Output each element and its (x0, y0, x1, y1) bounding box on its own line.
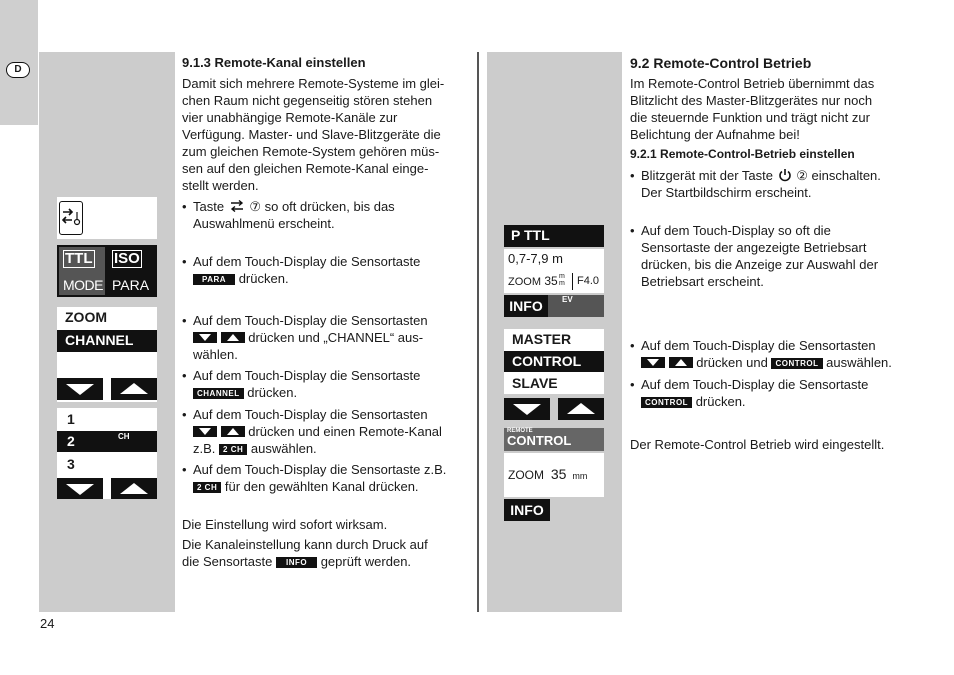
ch2-key-label: 2 CH (219, 444, 247, 455)
subsection-heading: 9.2.1 Remote-Control-Betrieb einstellen (630, 147, 855, 161)
channel-1-item[interactable]: 1 (67, 411, 75, 427)
intro-paragraph: Damit sich mehrere Remote-Systeme im glei- chen Raum nicht gegenseitig stören stehen vier unabhängige Remote-Kanäle zur Verfügung. Master- und Slave-Blitzgeräte die zum gleichen Remote-System gehören müs- sen auf den gleichen Remote-Kanal einge- stellt werden. (182, 76, 445, 193)
check-note: Die Kanaleinstellung kann durch Druck auf die Sensortaste INFO geprüft werden. (182, 537, 428, 569)
control-set-note: Der Remote-Control Betrieb wird eingestellt. (630, 437, 885, 452)
power-icon (778, 168, 792, 182)
mode-key-display (57, 197, 157, 239)
aperture-readout: F4.0 (572, 273, 603, 290)
mode-key-icon (59, 201, 83, 235)
step-press-channel: • Auf dem Touch-Display die Sensortaste CHANNEL drücken. (182, 367, 483, 401)
zoom-unit: m m (559, 273, 565, 287)
control-item[interactable]: CONTROL (504, 351, 604, 372)
mode-down-button[interactable] (504, 398, 550, 420)
slave-item[interactable]: SLAVE (512, 375, 558, 391)
menu-zoom-item[interactable]: ZOOM (65, 309, 107, 325)
mode-select-display (504, 329, 604, 394)
control-label: CONTROL (507, 433, 572, 448)
up-arrow-icon (669, 357, 693, 368)
down-arrow-icon (193, 426, 217, 437)
channel-up-button[interactable] (111, 478, 157, 499)
down-arrow-icon (193, 332, 217, 343)
step-open-mode-select: • Auf dem Touch-Display so oft die Sensortaste der angezeigte Betriebsart drücken, bis die Anzeige zur Auswahl der Betriebsart erscheint. (630, 222, 941, 290)
menu-channel-item[interactable]: CHANNEL (57, 330, 157, 352)
down-arrow-icon (641, 357, 665, 368)
right-intro-paragraph: Im Remote-Control Betrieb übernimmt das Blitzlicht des Master-Blitzgerätes nur noch die steuernde Funktion und trägt nicht zur Belichtung der Aufnahme bei! (630, 76, 875, 142)
step-press-key: • Taste ⑦ so oft drücken, bis das Auswahlmenü erscheint. (182, 198, 483, 232)
ch2-key-label-2: 2 CH (193, 482, 221, 493)
step-press-control: • Auf dem Touch-Display die Sensortaste CONTROL drücken. (630, 376, 941, 410)
key-number-7: ⑦ (249, 199, 261, 214)
para-label: PARA (112, 277, 150, 293)
step-select-channel: • Auf dem Touch-Display die Sensortasten drücken und „CHANNEL“ aus- wählen. (182, 312, 483, 363)
para-key-label: PARA (193, 274, 235, 285)
info-ev-row (504, 295, 604, 317)
channel-2-item[interactable] (57, 431, 157, 452)
up-arrow-icon (221, 332, 245, 343)
mode-para-panel (57, 245, 157, 297)
remote-control-header (504, 428, 604, 451)
zoom-readout: ZOOM 35 (508, 274, 558, 288)
pttl-header: P TTL (504, 225, 604, 247)
info-button-2[interactable]: INFO (504, 499, 550, 521)
step-select-control: • Auf dem Touch-Display die Sensortasten drücken und CONTROL auswählen. (630, 337, 941, 371)
effective-note: Die Einstellung wird sofort wirksam. (182, 517, 388, 532)
mode-up-button[interactable] (558, 398, 604, 420)
pttl-readout (504, 249, 604, 293)
channel-2-number: 2 (67, 433, 75, 449)
channel-2-unit: CH (118, 432, 130, 441)
scroll-up-button[interactable] (111, 378, 157, 400)
ttl-label: TTL (65, 250, 93, 267)
key-number-2: ② (796, 168, 808, 183)
page-number: 24 (40, 616, 55, 631)
info-key-label: INFO (276, 557, 317, 568)
swap-arrows-icon (230, 200, 244, 212)
step-press-para: • Auf dem Touch-Display die Sensortaste PARA drücken. (182, 253, 483, 287)
step-power-on: • Blitzgerät mit der Taste ② einschalten. Der Startbildschirm erscheint. (630, 167, 941, 201)
channel-down-button[interactable] (57, 478, 103, 499)
control-key-label-2: CONTROL (641, 397, 692, 408)
section-heading-remote-control: 9.2 Remote-Control Betrieb (630, 55, 812, 71)
iso-label: ISO (114, 250, 140, 267)
remote-zoom-readout: ZOOM 35 mm (504, 453, 604, 497)
master-item[interactable]: MASTER (512, 331, 572, 347)
channel-key-label: CHANNEL (193, 388, 244, 399)
scroll-down-button[interactable] (57, 378, 103, 400)
ev-button[interactable]: EV (562, 295, 573, 304)
iso-para-button[interactable] (108, 247, 155, 295)
control-key-label: CONTROL (771, 358, 822, 369)
range-readout: 0,7-7,9 m (508, 251, 563, 266)
step-select-remote-channel: • Auf dem Touch-Display die Sensortasten drücken und einen Remote-Kanal z.B. 2 CH auswählen. (182, 406, 483, 457)
ttl-mode-button[interactable] (59, 247, 105, 295)
mode-label: MODE (63, 277, 103, 293)
section-heading-remote-channel: 9.1.3 Remote-Kanal einstellen (182, 55, 366, 70)
channel-3-item[interactable]: 3 (67, 456, 75, 472)
language-badge: D (6, 62, 30, 78)
up-arrow-icon (221, 426, 245, 437)
info-button[interactable]: INFO (504, 295, 548, 317)
remote-small-label: REMOTE (507, 428, 533, 434)
step-confirm-channel: • Auf dem Touch-Display die Sensortaste z.B. 2 CH für den gewählten Kanal drücken. (182, 461, 483, 495)
